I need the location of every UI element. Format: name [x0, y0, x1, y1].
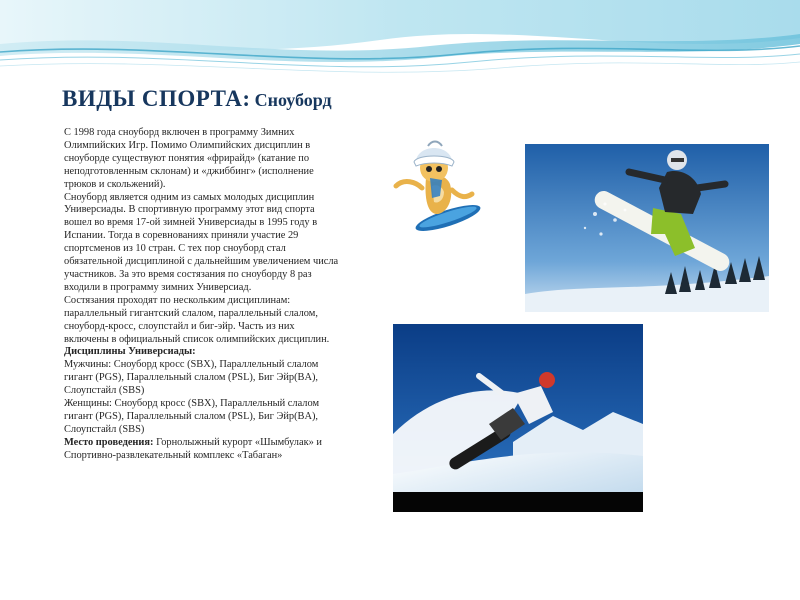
venue-label: Место проведения:: [64, 436, 154, 448]
men-disciplines: Мужчины: Сноуборд кросс (SBX), Параллельный слалом гигант (PGS), Параллельный слалом (PSL), Биг Эйр(BA), Слоупстайл (SBS): [64, 359, 319, 397]
header-waves-decoration: [0, 0, 800, 95]
paragraph-universiade: Сноуборд является одним из самых молодых дисциплин Универсиады. В спортивную программу этот вид спорта вошел во время 17-ой зимней Универсиады в 1995 году в Испании. Тогда в соревнованиях приняли участие 29 спортсменов из 10 стран. С тех пор сноуборд стал обязательной дисциплиной с дальнейшим увеличением числа участников. За это время состязания по сноуборду 8 раз входили в программу зимних Универсиад.: [64, 191, 339, 293]
venue-text: Горнолыжный курорт «Шымбулак» и Спортивно-развлекательный комплекс «Табаган»: [64, 436, 322, 461]
slide-title: [62, 86, 332, 112]
title-sub: Сноуборд: [254, 90, 332, 110]
women-disciplines: Женщины: Сноуборд кросс (SBX), Параллельный слалом гигант (PGS), Параллельный слалом (PSL), Биг Эйр(BA), Слоупстайл (SBS): [64, 398, 320, 435]
title-main: ВИДЫ СПОРТА:: [62, 86, 251, 111]
body-text: [64, 127, 340, 463]
disciplines-heading: Дисциплины Универсиады:: [64, 346, 196, 358]
paragraph-olympics: С 1998 года сноуборд включен в программу Зимних Олимпийских Игр. Помимо Олимпийских дисциплин в сноуборде существуют понятия «фрирайд» (катание по неподготовленным склонам) и «джиббинг» (исполнение трюков и скольжений).: [64, 127, 314, 190]
mascot-image: [386, 138, 490, 236]
snowboarder-carving-photo: [393, 324, 643, 512]
venue: [64, 437, 340, 463]
snowboarder-jump-photo: [525, 144, 769, 312]
paragraph-disciplines: Состязания проходят по нескольким дисциплинам: параллельный гигантский слалом, параллельный слалом, сноуборд-кросс, слоупстайл и биг-эйр. Часть из них включены в официальный список олимпийских дисциплин.: [64, 294, 330, 345]
